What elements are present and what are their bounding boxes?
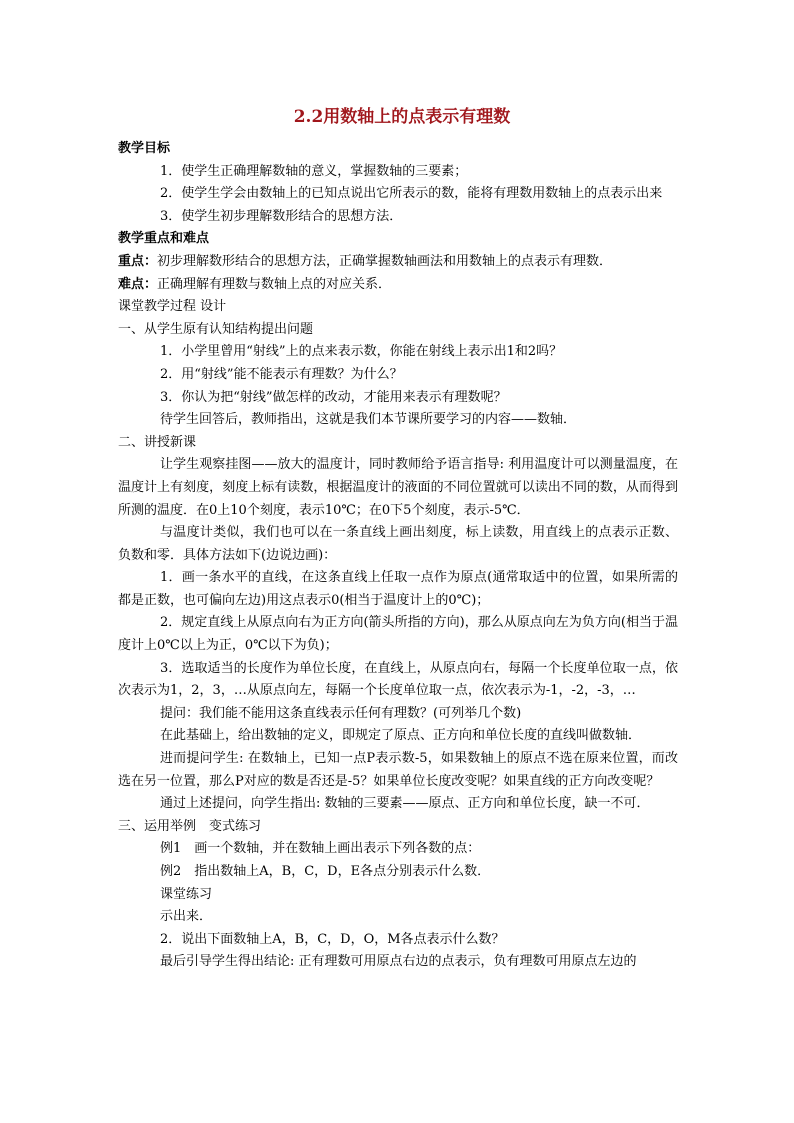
line-key-1 [118, 251, 678, 274]
line-key-2 [118, 274, 678, 297]
line-h-goals: 教学目标 [118, 141, 171, 156]
line-p-6: 提问：我们能不能用这条直线表示任何有理数？(可列举几个数) [160, 705, 522, 721]
line-ex-6: 最后引导学生得出结论: 正有理数可用原点右边的点表示，负有理数可用原点左边的 [160, 954, 637, 970]
line-sec-1: 一、从学生原有认知结构提出问题 [118, 321, 314, 337]
line-sec-2: 二、讲授新课 [118, 434, 197, 450]
line-p-5: 3．选取适当的长度作为单位长度，在直线上，从原点向右，每隔一个长度单位取一点，依次表示为1，2，3，…从原点向左，每隔一个长度单位取一点，依次表示为-1，-2，-3，… [118, 660, 678, 699]
document-body [118, 138, 678, 974]
document-title: 2.2用数轴上的点表示有理数 [293, 107, 511, 127]
line-h-key: 教学重点和难点 [118, 231, 210, 247]
line-ex-5: 2．说出下面数轴上A，B，C，D，O，M各点表示什么数？ [160, 931, 505, 947]
line-q-1: 1．小学里曾用“射线”上的点来表示数，你能在射线上表示出1和2吗？ [160, 344, 563, 360]
line-p-1: 让学生观察挂图——放大的温度计，同时教师给予语言指导: 利用温度计可以测量温度，在温度计上有刻度，刻度上标有读数，根据温度计的液面的不同位置就可以读出不同的数，从而得到所测的温度．在0上10个刻度，表示10℃；在0下5个刻度，表示-5℃． [118, 457, 678, 518]
line-q-3: 3．你认为把“射线”做怎样的改动，才能用来表示有理数呢？ [160, 389, 507, 405]
line-p-4: 2．规定直线上从原点向右为正方向(箭头所指的方向)，那么从原点向左为负方向(相当于温度计上0℃以上为正，0℃以下为负)； [118, 615, 678, 654]
line-text: 初步理解数形结合的思想方法，正确掌握数轴画法和用数轴上的点表示有理数． [157, 253, 613, 269]
line-ex-1: 例1 画一个数轴，并在数轴上画出表示下列各数的点： [160, 841, 481, 857]
line-h-process: 课堂教学过程 设计 [118, 299, 227, 315]
line-p-3: 1．画一条水平的直线，在这条直线上任取一点作为原点(通常取适中的位置，如果所需的都是正数，也可偏向左边)用这点表示0(相当于温度计上的0℃)； [118, 570, 678, 608]
document-page [118, 104, 678, 974]
line-p-9: 通过上述提问，向学生指出: 数轴的三要素——原点、正方向和单位长度，缺一不可． [160, 796, 650, 812]
line-label: 难点： [118, 276, 158, 292]
line-goal-1: 1．使学生正确理解数轴的意义，掌握数轴的三要素； [160, 163, 468, 179]
line-label: 重点： [118, 253, 158, 269]
line-p-8: 进而提问学生: 在数轴上，已知一点P表示数-5，如果数轴上的原点不选在原来位置，而改选在另一位置，那么P对应的数是否还是-5？如果单位长度改变呢？如果直线的正方向改变呢？ [118, 751, 678, 789]
line-q-4: 待学生回答后，教师指出，这就是我们本节课所要学习的内容——数轴． [160, 412, 577, 428]
line-text: 正确理解有理数与数轴上点的对应关系． [157, 276, 392, 292]
line-p-7: 在此基础上，给出数轴的定义，即规定了原点、正方向和单位长度的直线叫做数轴． [160, 728, 642, 744]
line-ex-2: 例2 指出数轴上A，B，C，D，E各点分别表示什么数． [160, 864, 491, 879]
line-goal-2: 2．使学生学会由数轴上的已知点说出它所表示的数，能将有理数用数轴上的点表示出来 [160, 186, 663, 202]
line-p-2: 与温度计类似，我们也可以在一条直线上画出刻度，标上读数，用直线上的点表示正数、负数和零．具体方法如下(边说边画)： [118, 525, 678, 563]
line-ex-4: 示出来． [160, 909, 213, 925]
line-goal-3: 3．使学生初步理解数形结合的思想方法． [160, 208, 403, 224]
line-q-2: 2．用“射线”能不能表示有理数？为什么？ [160, 366, 403, 382]
line-sec-3: 三、运用举例 变式练习 [118, 818, 262, 834]
line-ex-3: 课堂练习 [160, 886, 213, 902]
